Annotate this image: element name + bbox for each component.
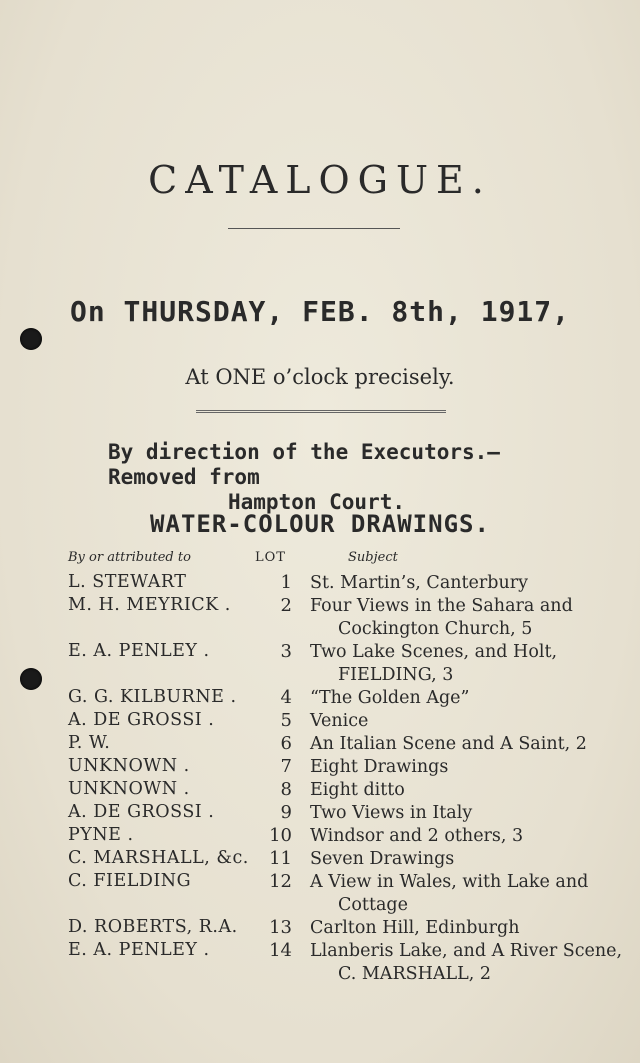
lot-row: [0, 733, 640, 756]
lot-subject-continuation: Cottage: [338, 895, 408, 915]
lot-subject-text: Eight Drawings: [310, 757, 449, 777]
lot-number: 5: [280, 710, 292, 731]
lot-subject-text: An Italian Scene and A Saint, 2: [310, 734, 587, 754]
lot-subject: [310, 802, 630, 825]
lot-artist: UNKNOWN .: [68, 756, 190, 776]
lot-row: [0, 848, 640, 871]
lot-number: 9: [280, 802, 292, 823]
column-header-artist: By or attributed to: [68, 550, 191, 565]
lot-artist: PYNE .: [68, 825, 134, 845]
lot-number: 12: [269, 871, 292, 892]
lot-row: [0, 917, 640, 940]
lot-row: [0, 572, 640, 595]
direction-line-1: By direction of the Executors.—Removed from: [108, 440, 500, 489]
lot-number: 8: [280, 779, 292, 800]
lot-subject: [310, 825, 630, 848]
lot-number: 6: [280, 733, 292, 754]
lot-artist: A. DE GROSSI .: [68, 710, 215, 730]
divider-rule: [196, 410, 446, 413]
lot-artist: E. A. PENLEY .: [68, 641, 210, 661]
lot-subject: [310, 687, 630, 710]
column-header-lot: LOT: [255, 550, 286, 565]
lot-artist: E. A. PENLEY .: [68, 940, 210, 960]
lot-artist: D. ROBERTS, R.A.: [68, 917, 238, 937]
lot-artist: A. DE GROSSI .: [68, 802, 215, 822]
lot-number: 4: [280, 687, 292, 708]
lot-subject-text: St. Martin’s, Canterbury: [310, 573, 529, 593]
lot-subject: [310, 710, 630, 733]
sale-date: On THURSDAY, FEB. 8th, 1917,: [69, 295, 570, 328]
lot-subject-text: Two Lake Scenes, and Holt,: [310, 642, 558, 662]
lot-subject-text: “The Golden Age”: [310, 688, 470, 708]
lot-artist: P. W.: [68, 733, 111, 753]
direction-note: [108, 440, 578, 515]
lot-number: 1: [280, 572, 292, 593]
lot-subject-continuation: C. MARSHALL, 2: [338, 964, 492, 984]
lot-number: 13: [269, 917, 292, 938]
lot-subject-text: A View in Wales, with Lake and: [310, 872, 589, 892]
lot-row: [0, 779, 640, 802]
lot-list: [0, 572, 640, 986]
lot-subject-text: Windsor and 2 others, 3: [310, 826, 524, 846]
lot-row: [0, 641, 640, 687]
lot-artist: C. MARSHALL, &c.: [68, 848, 249, 868]
lot-row: [0, 825, 640, 848]
title-rule: [228, 228, 400, 229]
catalogue-title: CATALOGUE.: [148, 158, 492, 202]
lot-subject-text: Carlton Hill, Edinburgh: [310, 918, 520, 938]
lot-subject-text: Llanberis Lake, and A River Scene,: [310, 941, 623, 961]
lot-subject-text: Eight ditto: [310, 780, 405, 800]
lot-subject-text: Venice: [310, 711, 369, 731]
lot-row: [0, 756, 640, 779]
lot-number: 10: [269, 825, 292, 846]
lot-subject: [310, 779, 630, 802]
lot-subject: [310, 917, 630, 940]
lot-artist: C. FIELDING: [68, 871, 192, 891]
lot-subject-text: Seven Drawings: [310, 849, 455, 869]
lot-subject: [310, 572, 630, 595]
lot-subject: [310, 940, 630, 986]
lot-row: [0, 687, 640, 710]
sale-time: At ONE o’clock precisely.: [185, 365, 455, 389]
section-title: WATER-COLOUR DRAWINGS.: [150, 510, 490, 538]
lot-number: 14: [269, 940, 292, 961]
lot-row: [0, 871, 640, 917]
lot-number: 7: [280, 756, 292, 777]
column-header-subject: Subject: [348, 550, 398, 565]
lot-artist: L. STEWART: [68, 572, 187, 592]
lot-subject-text: Two Views in Italy: [310, 803, 473, 823]
lot-subject-text: Four Views in the Sahara and: [310, 596, 573, 616]
direction-line-2: Hampton Court.: [228, 490, 406, 514]
lot-artist: M. H. MEYRICK .: [68, 595, 231, 615]
lot-subject: [310, 595, 630, 641]
lot-subject: [310, 871, 630, 917]
lot-subject: [310, 733, 630, 756]
lot-subject: [310, 848, 630, 871]
lot-subject: [310, 756, 630, 779]
lot-row: [0, 940, 640, 986]
lot-artist: G. G. KILBURNE .: [68, 687, 237, 707]
lot-number: 3: [280, 641, 292, 662]
lot-subject-continuation: Cockington Church, 5: [338, 619, 533, 639]
lot-row: [0, 802, 640, 825]
lot-subject-continuation: FIELDING, 3: [338, 665, 454, 685]
punch-hole-top: [20, 328, 42, 350]
lot-number: 11: [269, 848, 292, 869]
lot-number: 2: [280, 595, 292, 616]
lot-subject: [310, 641, 630, 687]
lot-row: [0, 710, 640, 733]
lot-artist: UNKNOWN .: [68, 779, 190, 799]
lot-row: [0, 595, 640, 641]
